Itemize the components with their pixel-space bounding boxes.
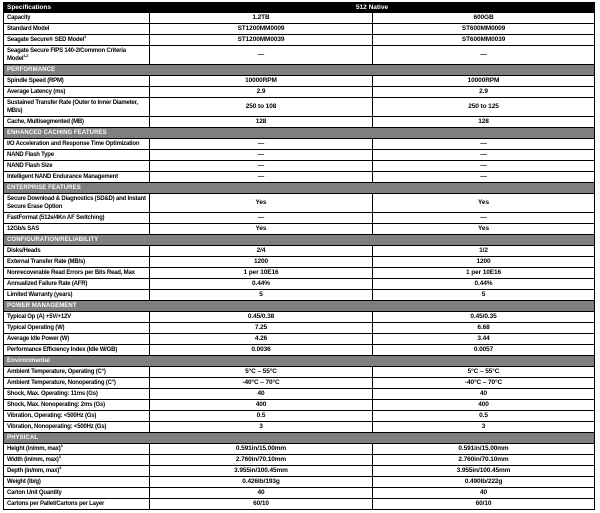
header-specifications-label: Specifications (4, 3, 150, 13)
spec-value-col2: 3.955in/100.45mm (373, 466, 595, 477)
spec-value-col1: Yes (150, 224, 373, 235)
spec-value-col1: ST1200MM0039 (150, 35, 373, 46)
table-row (4, 257, 595, 268)
spec-value-col1: 2.760in/70.10mm (150, 455, 373, 466)
table-row (4, 312, 595, 323)
section-header-label: CONFIGURATION/RELIABILITY (4, 235, 595, 246)
spec-label: Performance Efficiency Index (Idle W/GB) (4, 345, 150, 356)
table-row (4, 150, 595, 161)
spec-value-col1: 0.44% (150, 279, 373, 290)
spec-value-col1: 40 (150, 488, 373, 499)
table-row (4, 334, 595, 345)
spec-value-col1: 1 per 10E16 (150, 268, 373, 279)
table-row (4, 411, 595, 422)
table-row (4, 499, 595, 510)
spec-value-col1: — (150, 150, 373, 161)
table-row (4, 367, 595, 378)
spec-label: Disks/Heads (4, 246, 150, 257)
footnote-marker: 3 (59, 465, 62, 470)
table-row (4, 345, 595, 356)
table-row (4, 466, 595, 477)
spec-value-col1: 4.26 (150, 334, 373, 345)
spec-label: Capacity (4, 13, 150, 24)
spec-value-col1: 3 (150, 422, 373, 433)
spec-label: Ambient Temperature, Operating (C°) (4, 367, 150, 378)
spec-value-col2: 128 (373, 117, 595, 128)
section-header-row (4, 65, 595, 76)
section-header-row (4, 433, 595, 444)
specifications-table (3, 2, 595, 510)
section-header-label: PERFORMANCE (4, 65, 595, 76)
spec-value-col2: 40 (373, 389, 595, 400)
spec-label: Seagate Secure® SED Model$^1$ (4, 35, 150, 46)
table-row (4, 378, 595, 389)
spec-label: Annualized Failure Rate (AFR) (4, 279, 150, 290)
spec-label: External Transfer Rate (MB/s) (4, 257, 150, 268)
section-header-row (4, 301, 595, 312)
spec-value-col2: — (373, 172, 595, 183)
spec-value-col2: 0.45/0.35 (373, 312, 595, 323)
table-row (4, 389, 595, 400)
spec-value-col2: 3.44 (373, 334, 595, 345)
spec-label: Weight (lb/g) (4, 477, 150, 488)
table-row (4, 98, 595, 117)
spec-value-col2: 2.760in/70.10mm (373, 455, 595, 466)
table-row (4, 117, 595, 128)
table-row (4, 161, 595, 172)
spec-value-col1: 0.5 (150, 411, 373, 422)
spec-value-col2: — (373, 139, 595, 150)
table-row (4, 139, 595, 150)
table-row (4, 172, 595, 183)
table-row (4, 24, 595, 35)
table-row (4, 290, 595, 301)
table-row (4, 279, 595, 290)
spec-label: Average Latency (ms) (4, 87, 150, 98)
spec-label: Shock, Max. Operating: 11ms (Gs) (4, 389, 150, 400)
table-row (4, 246, 595, 257)
spec-value-col2: — (373, 161, 595, 172)
spec-value-col1: 0.45/0.38 (150, 312, 373, 323)
spec-value-col2: 40 (373, 488, 595, 499)
spec-value-col1: Yes (150, 194, 373, 213)
footnote-marker: 3 (58, 454, 61, 459)
spec-label: Carton Unit Quantity (4, 488, 150, 499)
spec-label: Vibration, Operating: <500Hz (Gs) (4, 411, 150, 422)
spec-value-col1: — (150, 139, 373, 150)
spec-value-col2: 1/2 (373, 246, 595, 257)
spec-value-col1: 128 (150, 117, 373, 128)
spec-label: Typical Operating (W) (4, 323, 150, 334)
spec-value-col2: 6.68 (373, 323, 595, 334)
spec-label: Typical Op (A) +5V/+12V (4, 312, 150, 323)
spec-table-body (4, 13, 595, 510)
section-header-row (4, 183, 595, 194)
spec-value-col2: 3 (373, 422, 595, 433)
spec-value-col1: 1.2TB (150, 13, 373, 24)
spec-value-col2: — (373, 213, 595, 224)
section-header-label: PHYSICAL (4, 433, 595, 444)
section-header-label: ENHANCED CACHING FEATURES (4, 128, 595, 139)
spec-value-col1: 0.591in/15.00mm (150, 444, 373, 455)
spec-label: Spindle Speed (RPM) (4, 76, 150, 87)
spec-value-col2: 1200 (373, 257, 595, 268)
spec-label: Height (in/mm, max)$^3$ (4, 444, 150, 455)
table-row (4, 477, 595, 488)
footnote-marker: 1,2 (23, 53, 29, 58)
spec-value-col2: 10000RPM (373, 76, 595, 87)
spec-value-col1: 0.426lb/193g (150, 477, 373, 488)
spec-value-col1: — (150, 172, 373, 183)
spec-label: NAND Flash Type (4, 150, 150, 161)
table-row (4, 488, 595, 499)
spec-label: Depth (in/mm, max)$^3$ (4, 466, 150, 477)
spec-value-col2: 0.490lb/222g (373, 477, 595, 488)
section-header-row (4, 128, 595, 139)
table-row (4, 400, 595, 411)
table-row (4, 76, 595, 87)
spec-label: 12Gb/s SAS (4, 224, 150, 235)
table-row (4, 224, 595, 235)
table-row (4, 194, 595, 213)
spec-value-col2: 0.591in/15.00mm (373, 444, 595, 455)
footnote-marker: 1 (84, 34, 87, 39)
spec-value-col1: 5°C – 55°C (150, 367, 373, 378)
section-header-row (4, 356, 595, 367)
table-row (4, 455, 595, 466)
spec-value-col2: ST600MM0009 (373, 24, 595, 35)
table-row (4, 46, 595, 65)
table-row (4, 87, 595, 98)
table-row (4, 323, 595, 334)
spec-label: Ambient Temperature, Nonoperating (C°) (4, 378, 150, 389)
table-row (4, 13, 595, 24)
spec-value-col1: 0.0036 (150, 345, 373, 356)
spec-value-col2: 400 (373, 400, 595, 411)
spec-value-col2: 2.9 (373, 87, 595, 98)
spec-value-col2: Yes (373, 194, 595, 213)
spec-label: Average Idle Power (W) (4, 334, 150, 345)
spec-value-col2: 5 (373, 290, 595, 301)
spec-value-col1: 2/4 (150, 246, 373, 257)
header-512-native-label: 512 Native (150, 3, 595, 13)
table-row (4, 213, 595, 224)
spec-value-col1: 250 to 108 (150, 98, 373, 117)
table-row (4, 444, 595, 455)
spec-label: I/O Acceleration and Response Time Optimization (4, 139, 150, 150)
spec-value-col2: 5°C – 55°C (373, 367, 595, 378)
spec-value-col1: ST1200MM0009 (150, 24, 373, 35)
spec-label: Seagate Secure FIPS 140-2/Common Criteria Model$^{1,2}$ (4, 46, 150, 65)
spec-label: Sustained Transfer Rate (Outer to Inner Diameter, MB/s) (4, 98, 150, 117)
table-row (4, 422, 595, 433)
spec-value-col1: -40°C – 70°C (150, 378, 373, 389)
spec-label: Cache, Multisegmented (MB) (4, 117, 150, 128)
spec-value-col1: 5 (150, 290, 373, 301)
spec-value-col2: ST600MM0039 (373, 35, 595, 46)
spec-value-col2: 0.5 (373, 411, 595, 422)
spec-value-col1: 400 (150, 400, 373, 411)
spec-value-col1: 3.955in/100.45mm (150, 466, 373, 477)
table-header-row (4, 3, 595, 13)
spec-value-col2: 250 to 125 (373, 98, 595, 117)
spec-value-col1: — (150, 161, 373, 172)
spec-value-col2: Yes (373, 224, 595, 235)
spec-value-col2: — (373, 46, 595, 65)
spec-value-col1: 1200 (150, 257, 373, 268)
table-row (4, 268, 595, 279)
spec-label: Nonrecoverable Read Errors per Bits Read, Max (4, 268, 150, 279)
spec-label: FastFormat (512e/4Kn AF Switching) (4, 213, 150, 224)
spec-value-col2: 60/10 (373, 499, 595, 510)
spec-label: Standard Model (4, 24, 150, 35)
table-row (4, 35, 595, 46)
spec-label: Limited Warranty (years) (4, 290, 150, 301)
spec-value-col2: — (373, 150, 595, 161)
section-header-label: Environmental (4, 356, 595, 367)
spec-label: Cartons per Pallet/Cartons per Layer (4, 499, 150, 510)
spec-value-col1: 7.25 (150, 323, 373, 334)
spec-label: Intelligent NAND Endurance Management (4, 172, 150, 183)
section-header-row (4, 235, 595, 246)
spec-value-col1: — (150, 46, 373, 65)
spec-label: Secure Download & Diagnostics (SD&D) and Instant Secure Erase Option (4, 194, 150, 213)
spec-value-col1: 10000RPM (150, 76, 373, 87)
spec-label: Shock, Max. Nonoperating: 2ms (Gs) (4, 400, 150, 411)
spec-label: Vibration, Nonoperating: <500Hz (Gs) (4, 422, 150, 433)
spec-value-col2: 0.44% (373, 279, 595, 290)
spec-label: NAND Flash Size (4, 161, 150, 172)
spec-value-col1: — (150, 213, 373, 224)
footnote-marker: 3 (60, 443, 63, 448)
spec-value-col2: -40°C – 70°C (373, 378, 595, 389)
spec-value-col2: 600GB (373, 13, 595, 24)
section-header-label: ENTERPRISE FEATURES (4, 183, 595, 194)
spec-value-col1: 60/10 (150, 499, 373, 510)
spec-value-col1: 40 (150, 389, 373, 400)
section-header-label: POWER MANAGEMENT (4, 301, 595, 312)
spec-value-col2: 1 per 10E16 (373, 268, 595, 279)
spec-value-col1: 2.9 (150, 87, 373, 98)
spec-value-col2: 0.0057 (373, 345, 595, 356)
spec-label: Width (in/mm, max)$^3$ (4, 455, 150, 466)
